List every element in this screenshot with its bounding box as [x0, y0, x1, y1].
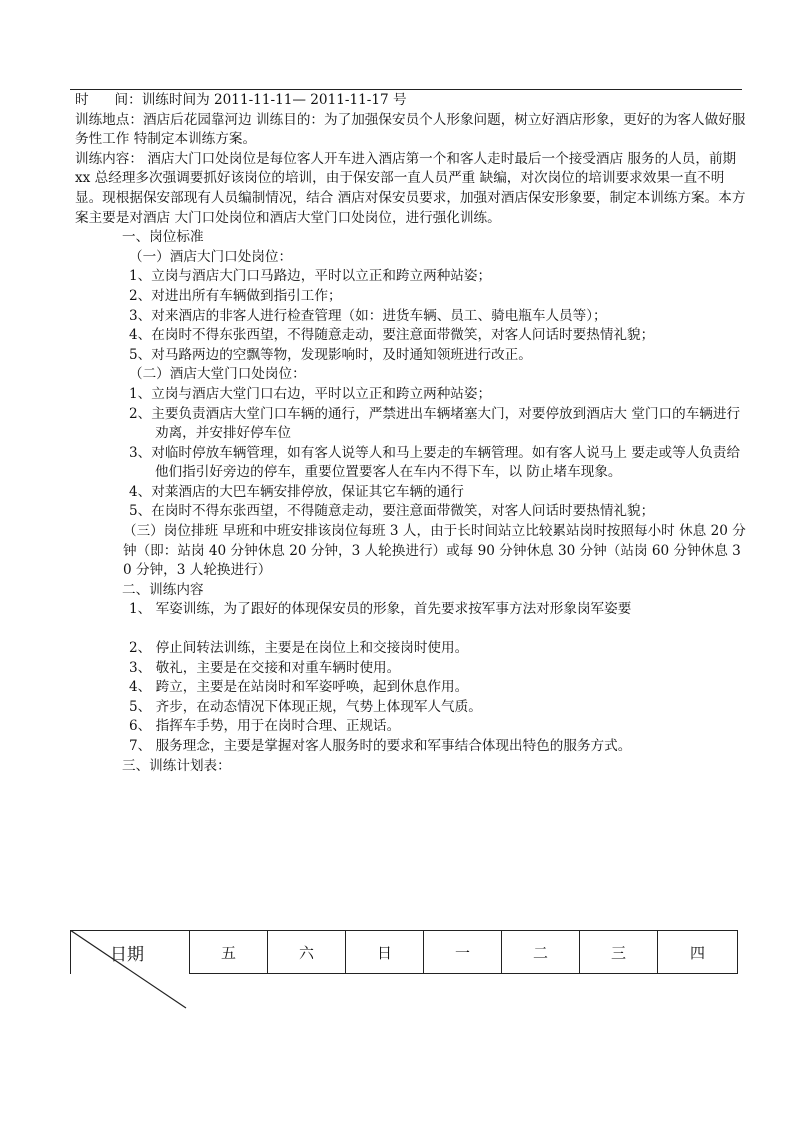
training-location-goal: 训练地点：酒店后花园靠河边 训练目的：为了加强保安员个人形象问题，树立好酒店形象，更好的为客人做好服务性工作 特制定本训练方案。 — [75, 111, 746, 148]
diagonal-slash — [70, 930, 190, 1012]
list-item: 4、在岗时不得东张西望，不得随意走动，要注意面带微笑，对客人问话时要热情礼貌； — [129, 327, 655, 344]
subsection-1-title: （一）酒店大门口处岗位： — [129, 248, 293, 265]
subsection-3-schedule: （三）岗位排班 早班和中班安排该岗位每班 3 人，由于长时间站立比较累站岗时按照每小时 休息 20 分钟（即：站岗 40 分钟休息 20 分钟，3 人轮换进行）或每 90 分钟休息 30 分钟（站岗 60 分钟休息 30 分钟，3 人轮换进行） — [123, 523, 746, 579]
list-item: 2、对进出所有车辆做到指引工作； — [129, 287, 342, 304]
list-item: 3、对临时停放车辆管理，如有客人说等人和马上要走的车辆管理。如有客人说马上 要走或等人负责给他们指引好旁边的停车，重要位置要客人在车内不得下车，以 防止堵车现象。 — [129, 444, 741, 481]
section-2-title: 二、训练内容 — [122, 581, 204, 598]
training-content-intro: 训练内容： 酒店大门口处岗位是每位客人开车进入酒店第一个和客人走时最后一个接受酒店 服务的人员，前期 xx 总经理多次强调要抓好该岗位的培训，由于保安部一直人员严重 缺编，对次岗位的培训要求效果一直不明显。现根据保安部现有人员编制情况，结合 酒店对保安员要求，加强对酒店保安形象要，制定本训练方案。本方案主要是对酒店 大门口处岗位和酒店大堂门口处岗位，进行强化训练。 — [75, 150, 746, 226]
training-time: 时 间：训练时间为 2011-11-11— 2011-11-17 号 — [75, 92, 407, 108]
list-item: 1、立岗与酒店大门口马路边，平时以立正和跨立两种站姿； — [129, 268, 492, 285]
subsection-2-title: （二）酒店大堂门口处岗位： — [129, 366, 306, 383]
day-cell: 五 — [190, 931, 268, 974]
section-1-title: 一、岗位标准 — [122, 229, 204, 246]
list-item: 1、立岗与酒店大堂门口右边，平时以立正和跨立两种站姿； — [129, 385, 492, 402]
list-item: 3、对来酒店的非客人进行检查管理（如：进货车辆、员工、骑电瓶车人员等）； — [129, 307, 607, 324]
top-rule — [70, 89, 742, 90]
day-cell: 日 — [346, 931, 424, 974]
document-body — [75, 91, 747, 776]
list-item: 4、 跨立，主要是在站岗时和军姿呼唤，起到休息作用。 — [129, 679, 469, 696]
day-cell: 四 — [658, 931, 738, 974]
list-item: 1、 军姿训练，为了跟好的体现保安员的形象，首先要求按军事方法对形象岗军姿要 — [129, 601, 632, 618]
day-cell: 三 — [580, 931, 658, 974]
blank-line — [75, 620, 747, 639]
list-item: 7、 服务理念，主要是掌握对客人服务时的要求和军事结合体现出特色的服务方式。 — [129, 738, 632, 754]
section-3-title: 三、训练计划表： — [122, 757, 231, 774]
date-label: 日期 — [110, 944, 144, 965]
list-item: 2、 停止间转法训练，主要是在岗位上和交接岗时使用。 — [129, 640, 469, 657]
list-item: 5、 齐步，在动态情况下体现正规，气势上体现军人气质。 — [129, 698, 482, 715]
list-item: 2、主要负责酒店大堂门口车辆的通行，严禁进出车辆堵塞大门，对要停放到酒店大 堂门口的车辆进行劝离，并安排好停车位 — [129, 405, 741, 442]
list-item: 3、 敬礼，主要是在交接和对重车辆时使用。 — [129, 659, 401, 676]
day-cell: 一 — [424, 931, 502, 974]
list-item: 4、对莱酒店的大巴车辆安排停放，保证其它车辆的通行 — [129, 483, 464, 500]
list-item: 6、 指挥车手势，用于在岗时合理、正规话。 — [129, 718, 401, 735]
list-item: 5、在岗时不得东张西望，不得随意走动，要注意面带微笑，对客人问话时要热情礼貌； — [129, 503, 655, 520]
list-item: 5、对马路两边的空飘等物，发现影响时，及时通知领班进行改正。 — [129, 346, 532, 363]
day-cell: 六 — [268, 931, 346, 974]
day-cell: 二 — [502, 931, 580, 974]
